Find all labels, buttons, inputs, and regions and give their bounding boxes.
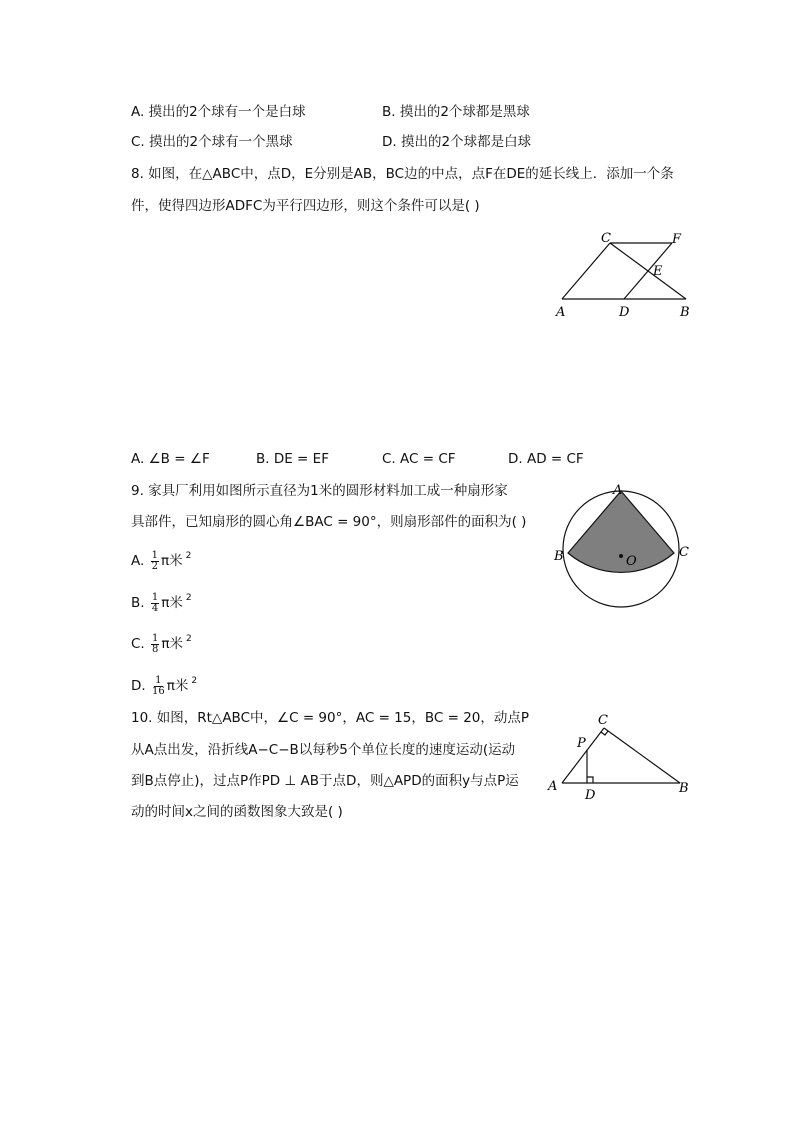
q10-label-p: P	[577, 736, 586, 751]
q9-label-c: C	[679, 545, 689, 560]
q10-label-b: B	[679, 781, 689, 796]
q9-option-d-fraction: $\frac{1}{16}$	[151, 674, 165, 697]
q9-option-b-fraction: $\frac{1}{4}$	[151, 591, 159, 614]
q10-label-d: D	[585, 788, 596, 802]
q7-option-b: B. 摸出的2个球都是黑球	[382, 104, 530, 120]
q9-option-d: D. $\frac{1}{16}$ π米 $^2$	[131, 674, 198, 697]
q10-label-c: C	[598, 713, 608, 728]
q8-option-d: D. AD = CF	[508, 451, 584, 467]
q7-option-c: C. 摸出的2个球有一个黑球	[131, 134, 293, 150]
q9-stem-line2: 具部件，已知扇形的圆心角∠BAC = 90°，则扇形部件的面积为( )	[131, 514, 527, 530]
q9-option-b: B. $\frac{1}{4}$ π米 $^2$	[131, 591, 192, 614]
q8-label-d: D	[619, 305, 630, 320]
q8-label-a: A	[556, 305, 566, 320]
q9-option-a-fraction: $\frac{1}{2}$	[151, 549, 158, 572]
q8-label-c: C	[601, 231, 611, 246]
q10-stem-line2: 从A点出发，沿折线A−C−B以每秒5个单位长度的速度运动(运动	[131, 742, 516, 758]
q8-label-e: E	[653, 264, 663, 279]
q10-stem-line4: 动的时间x之间的函数图象大致是( )	[131, 804, 343, 820]
q7-option-a: A. 摸出的2个球有一个是白球	[131, 104, 306, 120]
q9-label-b: B	[554, 549, 564, 564]
q10-figure	[544, 710, 694, 802]
q9-label-a: A	[613, 483, 623, 498]
q10-stem-line1: 10. 如图，Rt△ABC中，∠C = 90°，AC = 15，BC = 20，动点P	[131, 710, 530, 726]
q8-stem-line2: 件，使得四边形ADFC为平行四边形，则这个条件可以是( )	[131, 198, 480, 214]
q9-figure	[548, 480, 698, 615]
q7-option-d: D. 摸出的2个球都是白球	[382, 134, 532, 150]
q9-option-c: C. $\frac{1}{8}$ π米 $^2$	[131, 632, 192, 655]
q9-option-a: A. $\frac{1}{2}$ π米 $^2$	[131, 549, 192, 572]
q8-option-b: B. DE = EF	[256, 451, 329, 467]
q8-option-a: A. ∠B = ∠F	[131, 451, 210, 467]
q9-label-o: O	[626, 554, 637, 569]
q10-label-a: A	[548, 779, 558, 794]
q10-stem-line3: 到B点停止)，过点P作PD ⊥ AB于点D，则△APD的面积y与点P运	[131, 773, 519, 789]
q8-label-b: B	[680, 305, 690, 320]
q8-figure	[548, 228, 698, 320]
q9-stem-line1: 9. 家具厂利用如图所示直径为1米的圆形材料加工成一种扇形家	[131, 483, 508, 499]
q8-stem-line1: 8. 如图，在△ABC中，点D，E分别是AB，BC边的中点，点F在DE的延长线上．添加一个条	[131, 166, 674, 182]
q8-label-f: F	[672, 232, 682, 247]
q9-option-c-fraction: $\frac{1}{8}$	[152, 632, 159, 655]
q8-option-c: C. AC = CF	[382, 451, 456, 467]
